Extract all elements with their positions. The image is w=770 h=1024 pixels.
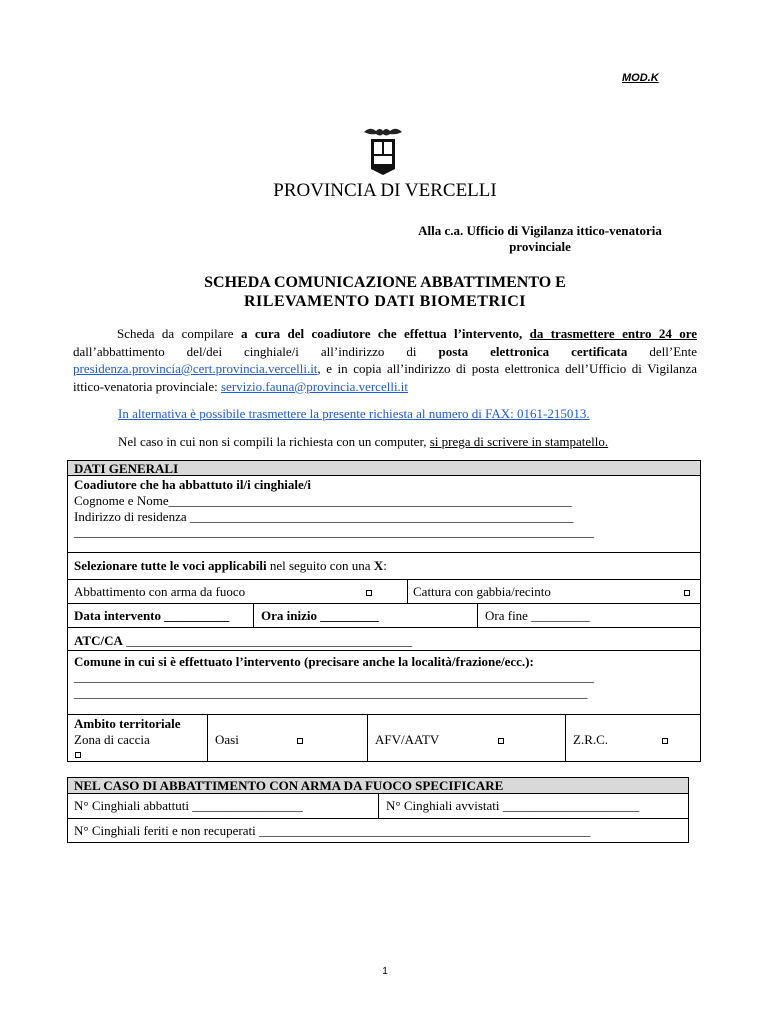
afv-label: AFV/AATV (375, 732, 440, 747)
zona-caccia-checkbox[interactable] (75, 752, 81, 758)
page-number: 1 (382, 966, 388, 977)
intro-text-3: dell’Ente (649, 343, 698, 359)
addressee-line-1: Alla c.a. Ufficio di Vigilanza ittico-venatoria (418, 223, 662, 238)
coadiutore-label: Coadiutore che ha abbattuto il/i cinghiale/i (74, 477, 312, 492)
intro-bold-pec: posta elettronica certificata (438, 343, 628, 359)
atc-line: ____________________________________________ (126, 633, 413, 648)
comune-line-1[interactable]: ________________________________________________________________________________ (74, 669, 594, 684)
note-underlined: si prega di scrivere in stampatello. (429, 434, 609, 449)
data-intervento-field[interactable]: Data intervento __________ (74, 608, 230, 623)
atc-field[interactable] (68, 633, 412, 649)
ora-inizio-field[interactable]: Ora inizio _________ (261, 608, 379, 623)
selection-instruction (68, 558, 387, 574)
oasi-checkbox[interactable] (297, 738, 303, 744)
general-data-table (67, 460, 701, 762)
cinghiali-feriti-field[interactable]: N° Cinghiali feriti e non recuperati ___________________________________________________ (74, 823, 591, 838)
afv-checkbox[interactable] (498, 738, 504, 744)
addressee (380, 223, 700, 255)
form-title-line-2: RILEVAMENTO DATI BIOMETRICI (244, 293, 526, 310)
option-trap-label: Cattura con gabbia/recinto (413, 584, 551, 599)
intro-text: Scheda da compilare (117, 326, 234, 341)
zona-caccia-label: Zona di caccia (74, 732, 150, 747)
intro-paragraph: Scheda da compilare a cura del coadiutore che effettua l’intervento, da trasmettere entro 24 ore dall’abbattimento del/dei cinghiale/i all’indirizzo di posta elettronica certificata dell’Ente presidenza.provincia@cert.provincia.vercelli.it, e in copia all’indirizzo di posta elettronica dell’Ufficio di Vigilanza ittico-venatoria provinciale: servizio.fauna@provincia.vercelli.it (73, 326, 698, 394)
handwriting-note (118, 434, 608, 450)
addressee-line-2: provinciale (509, 239, 571, 254)
form-title-line-1: SCHEDA COMUNICAZIONE ABBATTIMENTO E (204, 274, 566, 291)
selection-colon: : (383, 558, 387, 573)
intro-text-4: , e in copia all’indirizzo di posta elettronica dell’Ufficio di Vigilanza ittico-venatoria provinciale: (73, 361, 697, 394)
atc-label: ATC/CA (74, 633, 123, 648)
province-crest-icon (360, 126, 406, 176)
pec-email-link[interactable]: presidenza.provincia@cert.provincia.vercelli.it (73, 361, 318, 376)
trap-checkbox[interactable] (684, 590, 690, 596)
oasi-label: Oasi (215, 732, 239, 747)
comune-label: Comune in cui si è effettuato l’intervento (precisare anche la località/frazione/ecc.): (74, 654, 534, 669)
general-data-header: DATI GENERALI (68, 461, 700, 476)
intro-bold-deadline: da trasmettere entro 24 ore (529, 326, 698, 341)
fax-note-link[interactable]: In alternativa è possibile trasmettere la presente richiesta al numero di FAX: 0161-215013. (118, 406, 590, 421)
indirizzo-field[interactable]: Indirizzo di residenza ___________________________________________________________ (74, 509, 574, 524)
intro-text-2: dall’abbattimento del/dei cinghiale/i all’indirizzo di (73, 343, 417, 359)
zrc-checkbox[interactable] (662, 738, 668, 744)
firearm-header: NEL CASO DI ABBATTIMENTO CON ARMA DA FUOCO SPECIFICARE (68, 778, 688, 794)
cinghiali-abbattuti-field[interactable]: N° Cinghiali abbattuti _________________ (74, 798, 303, 813)
option-firearm-label: Abbattimento con arma da fuoco (74, 584, 246, 599)
firearm-checkbox[interactable] (366, 590, 372, 596)
selection-text: nel seguito con una (269, 558, 371, 573)
form-code: MOD.K (622, 72, 659, 84)
cognome-nome-field[interactable]: Cognome e Nome______________________________________________________________ (74, 493, 572, 508)
form-title (0, 273, 770, 311)
ambito-label: Ambito territoriale (74, 716, 181, 731)
cinghiali-avvistati-field[interactable]: N° Cinghiali avvistati _____________________ (386, 798, 640, 813)
selection-bold: Selezionare tutte le voci applicabili (74, 558, 267, 573)
comune-line-2[interactable]: _______________________________________________________________________________ (74, 685, 588, 700)
zrc-label: Z.R.C. (573, 732, 609, 747)
ora-fine-field[interactable]: Ora fine _________ (485, 608, 590, 623)
fauna-email-link[interactable]: servizio.fauna@provincia.vercelli.it (221, 378, 409, 394)
firearm-table (67, 777, 689, 843)
intro-bold-who: a cura del coadiutore che effettua l’intervento (240, 326, 519, 341)
indirizzo-extra-line[interactable]: ________________________________________________________________________________ (74, 524, 594, 539)
province-name: PROVINCIA DI VERCELLI (273, 180, 497, 201)
selection-x: X (373, 558, 384, 573)
note-text: Nel caso in cui non si compili la richiesta con un computer, (118, 434, 427, 449)
